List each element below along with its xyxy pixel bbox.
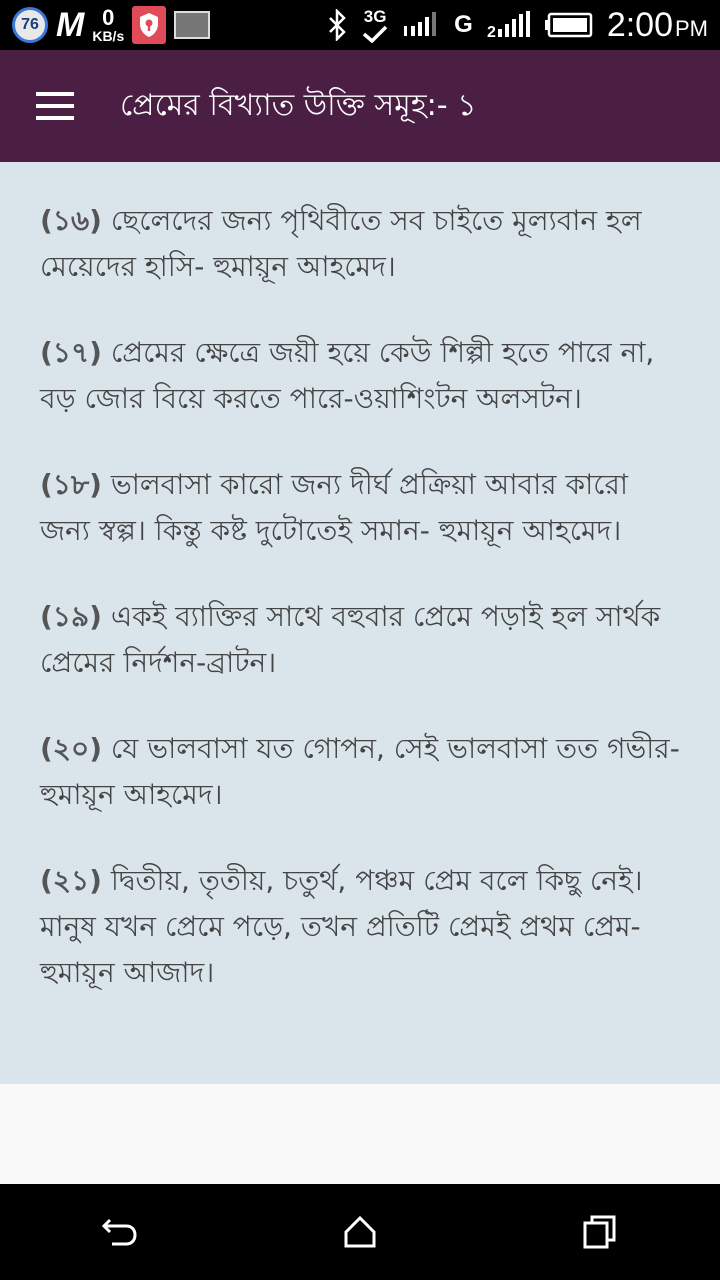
battery-icon [545,12,593,38]
status-left [12,6,210,44]
recents-icon [582,1214,618,1250]
network-speed [92,7,124,43]
clock-ampm: PM [675,15,708,41]
menu-line [36,104,74,108]
quote-number: (২১) [40,864,102,897]
image-icon [174,11,210,39]
app-bar [0,50,720,162]
home-icon [342,1214,378,1250]
quotes-list [0,162,720,1084]
m-logo-icon: M [56,6,85,44]
quote-item [40,462,680,554]
3g-label: 3G [363,6,387,26]
bluetooth-icon [326,9,348,41]
quote-text: দ্বিতীয়, তৃতীয়, চতুর্থ, পঞ্চম প্রেম বলে কিছু নেই। মানুষ যখন প্রেমে পড়ে, তখন প্রতিটি প্রেমই প্রথম প্রেম- হুমায়ূন আজাদ। [40,864,643,989]
quote-number: (১৯) [40,600,102,633]
circle-badge-icon [12,7,48,43]
quote-item [40,594,680,686]
speed-value: 0 [102,5,115,30]
recents-button[interactable] [550,1192,650,1272]
quote-number: (২০) [40,732,103,765]
signal-2-icon [487,11,531,39]
menu-icon[interactable] [26,76,86,136]
shield-icon [132,6,166,44]
svg-text:2: 2 [486,24,496,39]
clock [607,6,708,45]
back-button[interactable] [70,1192,170,1272]
status-right [326,6,708,45]
quote-text: একই ব্যাক্তির সাথে বহুবার প্রেমে পড়াই হল সার্থক প্রেমের নির্দশন-ব্রাটন। [40,600,661,679]
empty-area [0,1084,720,1184]
quote-text: প্রেমের ক্ষেত্রে জয়ী হয়ে কেউ শিল্পী হতে পারে না, বড় জোর বিয়ে করতে পারে-ওয়াশিংটন অলসটন। [40,336,655,415]
badge-count: 76 [21,16,39,33]
page-title: প্রেমের বিখ্যাত উক্তি সমূহ:- ১ [120,87,477,123]
quote-item [40,330,680,422]
menu-line [36,116,74,120]
signal-1-icon [402,12,440,38]
home-button[interactable] [310,1192,410,1272]
quote-item [40,858,680,996]
quote-text: যে ভালবাসা যত গোপন, সেই ভালবাসা তত গভীর- হুমায়ূন আহমেদ। [40,732,680,811]
quote-text: ভালবাসা কারো জন্য দীর্ঘ প্রক্রিয়া আবার কারো জন্য স্বল্প। কিন্তু কষ্ট দুটোতেই সমান- হুমায়ূন আহমেদ। [40,468,628,547]
g-network-icon: G [454,11,473,38]
quote-number: (১৭) [40,336,102,369]
quote-number: (১৮) [40,468,102,501]
speed-unit: KB/s [92,28,125,44]
clock-time: 2:00 [606,5,673,44]
quote-item [40,726,680,818]
quote-number: (১৬) [40,204,102,237]
back-icon [100,1214,140,1250]
status-bar [0,0,720,50]
quote-item [40,198,680,290]
3g-check-icon [362,8,388,43]
navigation-bar [0,1184,720,1280]
quote-text: ছেলেদের জন্য পৃথিবীতে সব চাইতে মূল্যবান হল মেয়েদের হাসি- হুমায়ূন আহমেদ। [40,204,642,283]
menu-line [36,92,74,96]
